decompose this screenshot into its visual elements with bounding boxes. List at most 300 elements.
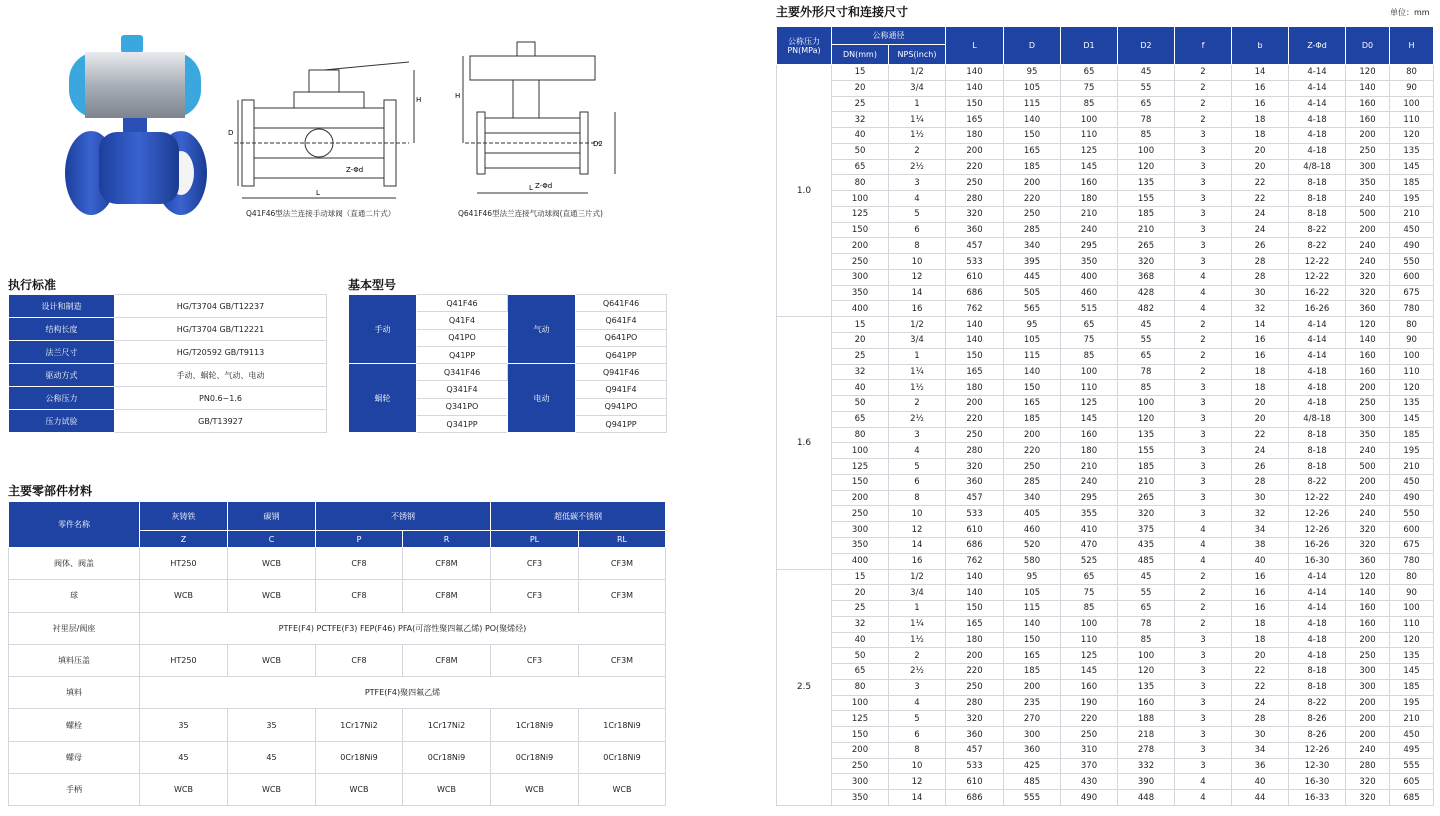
- material-value: WCB: [316, 774, 403, 806]
- dimension-cell: 5: [889, 206, 946, 222]
- dimension-cell: 110: [1061, 632, 1118, 648]
- dimension-cell: 320: [1346, 790, 1390, 806]
- dimension-cell: 80: [1390, 569, 1434, 585]
- dimension-cell: 40: [832, 632, 889, 648]
- dimension-cell: 16: [1232, 601, 1289, 617]
- dimension-cell: 4: [889, 695, 946, 711]
- dimension-cell: 4-18: [1289, 364, 1346, 380]
- dimension-cell: 350: [832, 790, 889, 806]
- dimension-cell: 165: [1004, 143, 1061, 159]
- dimension-cell: 555: [1004, 790, 1061, 806]
- dimension-cell: 1¼: [889, 112, 946, 128]
- dimension-cell: 65: [832, 664, 889, 680]
- dimension-cell: 4-18: [1289, 616, 1346, 632]
- dimension-cell: 4: [889, 443, 946, 459]
- dimension-cell: 240: [1346, 191, 1390, 207]
- dimension-cell: 18: [1232, 128, 1289, 144]
- material-group-header: 碳钢: [228, 502, 316, 531]
- model-code: Q41F4: [417, 312, 508, 329]
- dimension-cell: 22: [1232, 679, 1289, 695]
- dimension-cell: 65: [1118, 601, 1175, 617]
- dimension-cell: 45: [1118, 317, 1175, 333]
- dimension-cell: 65: [1061, 317, 1118, 333]
- dimension-cell: 250: [1004, 206, 1061, 222]
- dimension-cell: 160: [1346, 96, 1390, 112]
- drive-type-label: 气动: [508, 295, 576, 364]
- dimension-cell: 150: [832, 727, 889, 743]
- dimension-cell: 580: [1004, 553, 1061, 569]
- dimension-cell: 4: [1175, 522, 1232, 538]
- dimension-cell: 762: [946, 301, 1004, 317]
- dimension-cell: 200: [1004, 679, 1061, 695]
- model-code: Q941PP: [576, 416, 667, 433]
- dimension-cell: 25: [832, 348, 889, 364]
- model-code: Q941F46: [576, 364, 667, 381]
- dim-label-L2: L: [529, 184, 533, 192]
- dimension-cell: 140: [1004, 112, 1061, 128]
- dimension-cell: 320: [1118, 506, 1175, 522]
- dimension-cell: 210: [1118, 222, 1175, 238]
- material-value: 0Cr18Ni9: [403, 741, 491, 773]
- dimension-cell: 220: [946, 664, 1004, 680]
- dimension-cell: 16-33: [1289, 790, 1346, 806]
- dimension-cell: 24: [1232, 695, 1289, 711]
- dimension-cell: 120: [1346, 317, 1390, 333]
- dimension-cell: 190: [1061, 695, 1118, 711]
- dimension-row: [777, 774, 1434, 790]
- dimension-cell: 2: [1175, 112, 1232, 128]
- dimension-cell: 32: [1232, 506, 1289, 522]
- pn-value: 2.5: [777, 569, 832, 805]
- dimension-cell: 250: [832, 506, 889, 522]
- dimension-cell: 360: [1004, 742, 1061, 758]
- dimension-row: [777, 143, 1434, 159]
- standard-value: HG/T20592 GB/T9113: [115, 341, 327, 364]
- dimension-row: [777, 459, 1434, 475]
- dimension-col-header: D2: [1118, 27, 1175, 65]
- dimension-cell: 28: [1232, 711, 1289, 727]
- dimension-cell: 300: [1004, 727, 1061, 743]
- standard-key: 法兰尺寸: [9, 341, 115, 364]
- dimension-row: [777, 285, 1434, 301]
- dimension-cell: 195: [1390, 695, 1434, 711]
- material-value: CF8: [316, 548, 403, 580]
- dimension-cell: 28: [1232, 474, 1289, 490]
- dimension-cell: 2½: [889, 159, 946, 175]
- dimension-cell: 280: [946, 191, 1004, 207]
- dimension-cell: 155: [1118, 191, 1175, 207]
- dimension-cell: 4: [1175, 301, 1232, 317]
- dimension-cell: 448: [1118, 790, 1175, 806]
- dimension-cell: 2: [889, 396, 946, 412]
- material-value: WCB: [140, 580, 228, 612]
- dimension-row: [777, 222, 1434, 238]
- dimension-cell: 12: [889, 522, 946, 538]
- dimension-cell: 300: [832, 269, 889, 285]
- dimension-row: [777, 648, 1434, 664]
- dimension-col-header: D: [1004, 27, 1061, 65]
- dimension-cell: 160: [1061, 427, 1118, 443]
- material-value: CF8M: [403, 548, 491, 580]
- dimension-cell: 150: [1004, 380, 1061, 396]
- dimension-cell: 3: [1175, 459, 1232, 475]
- dimension-cell: 550: [1390, 254, 1434, 270]
- dimension-cell: 200: [1346, 380, 1390, 396]
- dimension-cell: 350: [1346, 175, 1390, 191]
- dimension-cell: 240: [1346, 506, 1390, 522]
- dimension-cell: 310: [1061, 742, 1118, 758]
- dimension-cell: 3: [1175, 711, 1232, 727]
- dimension-cell: 135: [1390, 648, 1434, 664]
- dimension-cell: 75: [1061, 333, 1118, 349]
- material-code-header: PL: [491, 531, 579, 548]
- dimension-cell: 65: [1118, 96, 1175, 112]
- dimension-cell: 210: [1390, 711, 1434, 727]
- dimension-cell: 200: [1346, 222, 1390, 238]
- dimension-cell: 75: [1061, 80, 1118, 96]
- material-value: WCB: [228, 548, 316, 580]
- dimension-cell: 5: [889, 711, 946, 727]
- pn-value: 1.0: [777, 65, 832, 317]
- dimension-cell: 3: [1175, 254, 1232, 270]
- dimension-cell: 450: [1390, 727, 1434, 743]
- dimension-cell: 80: [832, 679, 889, 695]
- dimension-cell: 12-30: [1289, 758, 1346, 774]
- dimension-cell: 210: [1390, 206, 1434, 222]
- dimension-cell: 20: [1232, 159, 1289, 175]
- dimension-cell: 140: [1004, 364, 1061, 380]
- dimension-cell: 210: [1061, 459, 1118, 475]
- dimension-cell: 195: [1390, 443, 1434, 459]
- dimension-cell: 90: [1390, 80, 1434, 96]
- dimension-cell: 250: [946, 679, 1004, 695]
- material-value: WCB: [140, 774, 228, 806]
- dimension-cell: 4: [1175, 285, 1232, 301]
- pneumatic-valve-drawing: [455, 38, 625, 208]
- dimension-cell: 4/8-18: [1289, 411, 1346, 427]
- dimension-row: [777, 65, 1434, 81]
- part-name: 手柄: [9, 774, 140, 806]
- dimension-cell: 295: [1061, 490, 1118, 506]
- dimension-cell: 320: [1346, 537, 1390, 553]
- dimension-cell: 4/8-18: [1289, 159, 1346, 175]
- dimension-cell: 2: [889, 143, 946, 159]
- dimension-cell: 4-18: [1289, 143, 1346, 159]
- dimension-cell: 533: [946, 254, 1004, 270]
- standard-value: 手动、蜗轮、气动、电动: [115, 364, 327, 387]
- dimension-cell: 1/2: [889, 65, 946, 81]
- dimension-cell: 105: [1004, 585, 1061, 601]
- dimension-cell: 210: [1118, 474, 1175, 490]
- dimension-cell: 188: [1118, 711, 1175, 727]
- dimension-cell: 405: [1004, 506, 1061, 522]
- dimension-cell: 100: [1390, 601, 1434, 617]
- dimension-cell: 18: [1232, 632, 1289, 648]
- dimension-cell: 32: [1232, 301, 1289, 317]
- dim-label-zd: Z-Φd: [346, 166, 364, 174]
- dim-label-D: D: [228, 129, 234, 137]
- dimension-cell: 22: [1232, 175, 1289, 191]
- material-group-header: 灰铸铁: [140, 502, 228, 531]
- dimension-cell: 140: [946, 333, 1004, 349]
- dimension-cell: 165: [946, 616, 1004, 632]
- material-value: CF3: [491, 580, 579, 612]
- dimension-row: [777, 553, 1434, 569]
- dimension-cell: 120: [1390, 128, 1434, 144]
- dimension-cell: 500: [1346, 459, 1390, 475]
- dimension-cell: 320: [946, 711, 1004, 727]
- dimension-cell: 110: [1061, 380, 1118, 396]
- dimension-cell: 1: [889, 96, 946, 112]
- dimension-cell: 200: [1346, 711, 1390, 727]
- dimension-cell: 16: [889, 553, 946, 569]
- dimension-cell: 3: [1175, 727, 1232, 743]
- dimension-col-header: b: [1232, 27, 1289, 65]
- material-value: CF3M: [579, 580, 666, 612]
- dimension-cell: 135: [1390, 143, 1434, 159]
- dimension-cell: 34: [1232, 522, 1289, 538]
- dimension-cell: 150: [946, 348, 1004, 364]
- material-group-header: 不锈钢: [316, 502, 491, 531]
- dimension-cell: 240: [1346, 254, 1390, 270]
- dimension-cell: 8: [889, 742, 946, 758]
- dimension-cell: 200: [946, 648, 1004, 664]
- dimension-cell: 3: [1175, 632, 1232, 648]
- dimension-cell: 3/4: [889, 333, 946, 349]
- dimension-row: [777, 80, 1434, 96]
- dimension-cell: 4-14: [1289, 333, 1346, 349]
- material-group-header: 超低碳不锈钢: [491, 502, 666, 531]
- material-code-header: R: [403, 531, 491, 548]
- dimension-cell: 3: [1175, 396, 1232, 412]
- dimension-cell: 16-30: [1289, 553, 1346, 569]
- dimension-cell: 3: [1175, 443, 1232, 459]
- dimension-cell: 195: [1390, 191, 1434, 207]
- dimension-cell: 2: [1175, 601, 1232, 617]
- material-value: WCB: [491, 774, 579, 806]
- dimension-cell: 25: [832, 96, 889, 112]
- dimension-cell: 135: [1118, 175, 1175, 191]
- standards-table: [8, 294, 327, 433]
- dimension-cell: 3: [1175, 695, 1232, 711]
- dimension-cell: 4-18: [1289, 380, 1346, 396]
- dimension-cell: 2: [1175, 348, 1232, 364]
- dimension-cell: 605: [1390, 774, 1434, 790]
- dimension-cell: 3: [1175, 128, 1232, 144]
- dim-label-L: L: [316, 189, 320, 197]
- dimension-cell: 550: [1390, 506, 1434, 522]
- dimension-cell: 150: [1004, 632, 1061, 648]
- dimension-cell: 4: [889, 191, 946, 207]
- model-code: Q341F46: [417, 364, 508, 381]
- dimension-cell: 350: [832, 285, 889, 301]
- dimension-cell: 525: [1061, 553, 1118, 569]
- dimension-cell: 240: [1346, 238, 1390, 254]
- dimension-cell: 470: [1061, 537, 1118, 553]
- dimension-cell: 150: [1004, 128, 1061, 144]
- dimension-row: [777, 427, 1434, 443]
- dimension-cell: 300: [1346, 411, 1390, 427]
- dimension-cell: 180: [946, 128, 1004, 144]
- model-code: Q41PP: [417, 346, 508, 363]
- dimension-cell: 533: [946, 506, 1004, 522]
- dimension-cell: 55: [1118, 80, 1175, 96]
- dimension-cell: 14: [889, 790, 946, 806]
- dimension-cell: 265: [1118, 238, 1175, 254]
- part-name: 螺母: [9, 741, 140, 773]
- dimension-cell: 20: [1232, 143, 1289, 159]
- dimension-cell: 3: [1175, 648, 1232, 664]
- dimension-cell: 520: [1004, 537, 1061, 553]
- material-value: WCB: [228, 580, 316, 612]
- dimension-cell: 200: [946, 396, 1004, 412]
- dimension-cell: 6: [889, 727, 946, 743]
- dimension-cell: 320: [1346, 285, 1390, 301]
- dimension-cell: 120: [1118, 411, 1175, 427]
- part-name: 填料压盖: [9, 644, 140, 676]
- dimension-cell: 18: [1232, 616, 1289, 632]
- material-value: 0Cr18Ni9: [316, 741, 403, 773]
- dimension-cell: 515: [1061, 301, 1118, 317]
- dimension-cell: 3: [1175, 490, 1232, 506]
- dimension-cell: 450: [1390, 474, 1434, 490]
- dimension-cell: 32: [832, 616, 889, 632]
- dimension-cell: 220: [946, 159, 1004, 175]
- dimension-cell: 320: [1346, 522, 1390, 538]
- dimension-cell: 20: [832, 80, 889, 96]
- model-row: [349, 295, 667, 312]
- dimension-cell: 3: [889, 175, 946, 191]
- dimension-cell: 125: [832, 711, 889, 727]
- dimension-cell: 16: [1232, 96, 1289, 112]
- material-row: [9, 548, 666, 580]
- dimension-cell: 250: [946, 427, 1004, 443]
- dimension-cell: 120: [1346, 65, 1390, 81]
- model-code: Q641PP: [576, 346, 667, 363]
- materials-table: [8, 501, 666, 806]
- dn-header: DN(mm): [832, 45, 889, 65]
- dim-label-zd2: Z-Φd: [535, 182, 553, 190]
- model-code: Q941PO: [576, 398, 667, 415]
- dimension-cell: 80: [1390, 65, 1434, 81]
- dimension-cell: 490: [1061, 790, 1118, 806]
- dimension-cell: 14: [889, 285, 946, 301]
- dimension-cell: 2: [1175, 569, 1232, 585]
- dimension-cell: 45: [1118, 569, 1175, 585]
- dimension-cell: 65: [1061, 65, 1118, 81]
- dimension-cell: 65: [832, 411, 889, 427]
- dimension-cell: 686: [946, 790, 1004, 806]
- dimension-cell: 145: [1061, 411, 1118, 427]
- dimension-cell: 3: [1175, 679, 1232, 695]
- dimension-cell: 16: [1232, 333, 1289, 349]
- dimension-cell: 4: [1175, 553, 1232, 569]
- drive-type-label: 蜗轮: [349, 364, 417, 433]
- dimension-cell: 428: [1118, 285, 1175, 301]
- dimension-cell: 26: [1232, 459, 1289, 475]
- dimensions-title: 主要外形尺寸和连接尺寸: [776, 5, 909, 19]
- dimension-col-header: Z-Φd: [1289, 27, 1346, 65]
- dimension-cell: 200: [1346, 727, 1390, 743]
- dimension-cell: 22: [1232, 664, 1289, 680]
- dimension-cell: 16: [889, 301, 946, 317]
- dimension-cell: 4-18: [1289, 128, 1346, 144]
- dimension-cell: 555: [1390, 758, 1434, 774]
- dimension-cell: 24: [1232, 222, 1289, 238]
- dimension-cell: 280: [1346, 758, 1390, 774]
- dimension-cell: 24: [1232, 206, 1289, 222]
- material-value: 1Cr17Ni2: [403, 709, 491, 741]
- dimension-cell: 40: [832, 380, 889, 396]
- material-row: [9, 644, 666, 676]
- dimension-cell: 2: [1175, 317, 1232, 333]
- dimension-cell: 3: [1175, 175, 1232, 191]
- dimension-row: [777, 758, 1434, 774]
- dimension-cell: 435: [1118, 537, 1175, 553]
- dimension-cell: 55: [1118, 585, 1175, 601]
- dimension-cell: 120: [1390, 380, 1434, 396]
- dimension-cell: 210: [1390, 459, 1434, 475]
- dimension-cell: 8-18: [1289, 427, 1346, 443]
- dimension-row: [777, 317, 1434, 333]
- dimension-cell: 110: [1061, 128, 1118, 144]
- dimension-cell: 160: [1346, 601, 1390, 617]
- dimension-cell: 16-26: [1289, 537, 1346, 553]
- model-code: Q641F4: [576, 312, 667, 329]
- dimension-cell: 150: [946, 96, 1004, 112]
- dimension-cell: 160: [1061, 175, 1118, 191]
- standard-row: [9, 318, 327, 341]
- dimension-cell: 145: [1061, 159, 1118, 175]
- part-name: 衬里层/阀座: [9, 612, 140, 644]
- dimension-cell: 8: [889, 238, 946, 254]
- material-value: CF3: [491, 548, 579, 580]
- dimension-cell: 8-18: [1289, 459, 1346, 475]
- dimension-cell: 320: [946, 459, 1004, 475]
- model-code: Q41F46: [417, 295, 508, 312]
- model-code: Q341PP: [417, 416, 508, 433]
- dimension-cell: 100: [832, 443, 889, 459]
- dimension-cell: 4-14: [1289, 585, 1346, 601]
- dimension-cell: 120: [1118, 159, 1175, 175]
- dimension-cell: 4-18: [1289, 112, 1346, 128]
- dimension-cell: 50: [832, 143, 889, 159]
- dimension-row: [777, 191, 1434, 207]
- manual-valve-drawing: [224, 40, 424, 210]
- dimension-cell: 675: [1390, 537, 1434, 553]
- dimension-cell: 185: [1390, 427, 1434, 443]
- dimension-row: [777, 175, 1434, 191]
- dimension-cell: 40: [1232, 553, 1289, 569]
- dimension-cell: 610: [946, 774, 1004, 790]
- material-value: WCB: [228, 774, 316, 806]
- dimension-cell: 140: [1346, 80, 1390, 96]
- dimension-cell: 95: [1004, 317, 1061, 333]
- dimension-row: [777, 522, 1434, 538]
- dimension-row: [777, 364, 1434, 380]
- dimension-cell: 15: [832, 569, 889, 585]
- material-code-header: RL: [579, 531, 666, 548]
- dimension-row: [777, 616, 1434, 632]
- dimension-col-header: D0: [1346, 27, 1390, 65]
- dimension-cell: 100: [1390, 348, 1434, 364]
- dimension-cell: 185: [1004, 664, 1061, 680]
- dimension-cell: 120: [1118, 664, 1175, 680]
- dimension-cell: 40: [1232, 774, 1289, 790]
- dimension-row: [777, 569, 1434, 585]
- dimension-cell: 200: [1004, 427, 1061, 443]
- dimension-cell: 3: [1175, 159, 1232, 175]
